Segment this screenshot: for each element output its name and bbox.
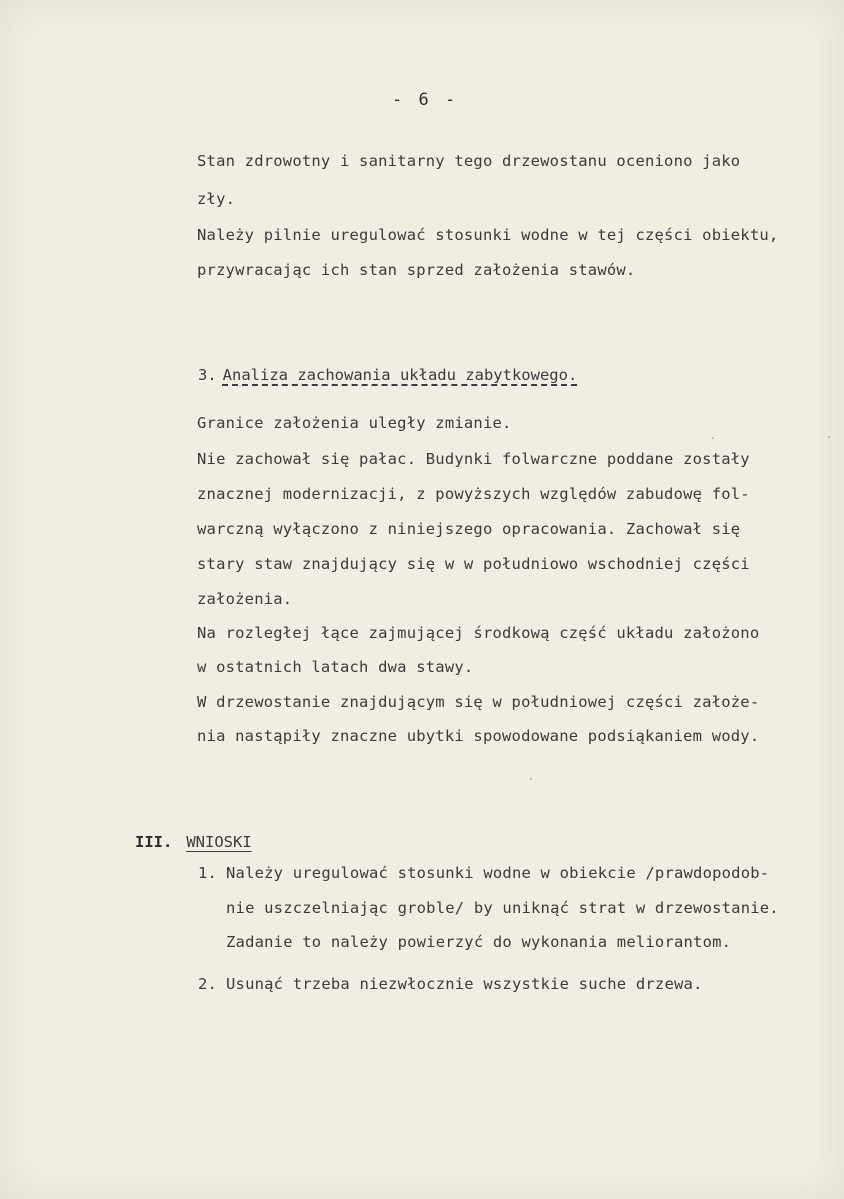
text-line: Na rozległej łące zajmującej środkową część układu założono xyxy=(197,624,760,642)
text-line: znacznej modernizacji, z powyższych względów zabudowę fol- xyxy=(197,485,750,503)
text-line: Granice założenia uległy zmianie. xyxy=(197,414,512,432)
section-3-title: Analiza zachowania układu zabytkowego. xyxy=(222,366,578,384)
text-line: zły. xyxy=(197,190,236,208)
text-line: Nie zachował się pałac. Budynki folwarczne poddane zostały xyxy=(197,450,750,468)
list-item-2-text: Usunąć trzeba niezwłocznie wszystkie suche drzewa. xyxy=(226,975,703,993)
section-3-number: 3. xyxy=(198,366,217,384)
text-line: Należy pilnie uregulować stosunki wodne w tej części obiektu, xyxy=(197,226,779,244)
text-line: nia nastąpiły znaczne ubytki spowodowane podsiąkaniem wody. xyxy=(197,727,760,745)
text-line: przywracając ich stan sprzed założenia stawów. xyxy=(197,261,636,279)
section-3-heading xyxy=(198,365,577,385)
text-line: warczną wyłączono z niniejszego opracowania. Zachował się xyxy=(197,520,741,538)
section-III-title: WNIOSKI xyxy=(186,833,252,851)
list-item-2-number: 2. xyxy=(198,975,218,993)
list-item-1-line xyxy=(198,863,769,883)
list-item-1-line: Zadanie to należy powierzyć do wykonania meliorantom. xyxy=(226,933,732,951)
section-III-heading xyxy=(135,832,252,852)
text-line: założenia. xyxy=(197,590,293,608)
paper-speck xyxy=(530,778,532,780)
text-line: w ostatnich latach dwa stawy. xyxy=(197,658,474,676)
list-item-1-line: nie uszczelniając groble/ by uniknąć strat w drzewostanie. xyxy=(226,899,779,917)
list-item-1-text: Należy uregulować stosunki wodne w obiekcie /prawdopodob- xyxy=(226,864,770,882)
list-item-1-number: 1. xyxy=(198,864,218,882)
text-line: Stan zdrowotny i sanitarny tego drzewostanu oceniono jako xyxy=(197,152,741,170)
page-number: - 6 - xyxy=(392,90,459,110)
list-item-2-line xyxy=(198,974,703,994)
section-III-number: III. xyxy=(135,833,173,851)
text-line: W drzewostanie znajdującym się w południowej części założe- xyxy=(197,693,760,711)
paper-speck xyxy=(712,437,714,439)
text-line: stary staw znajdujący się w w południowo wschodniej części xyxy=(197,555,750,573)
paper-speck xyxy=(828,436,830,438)
